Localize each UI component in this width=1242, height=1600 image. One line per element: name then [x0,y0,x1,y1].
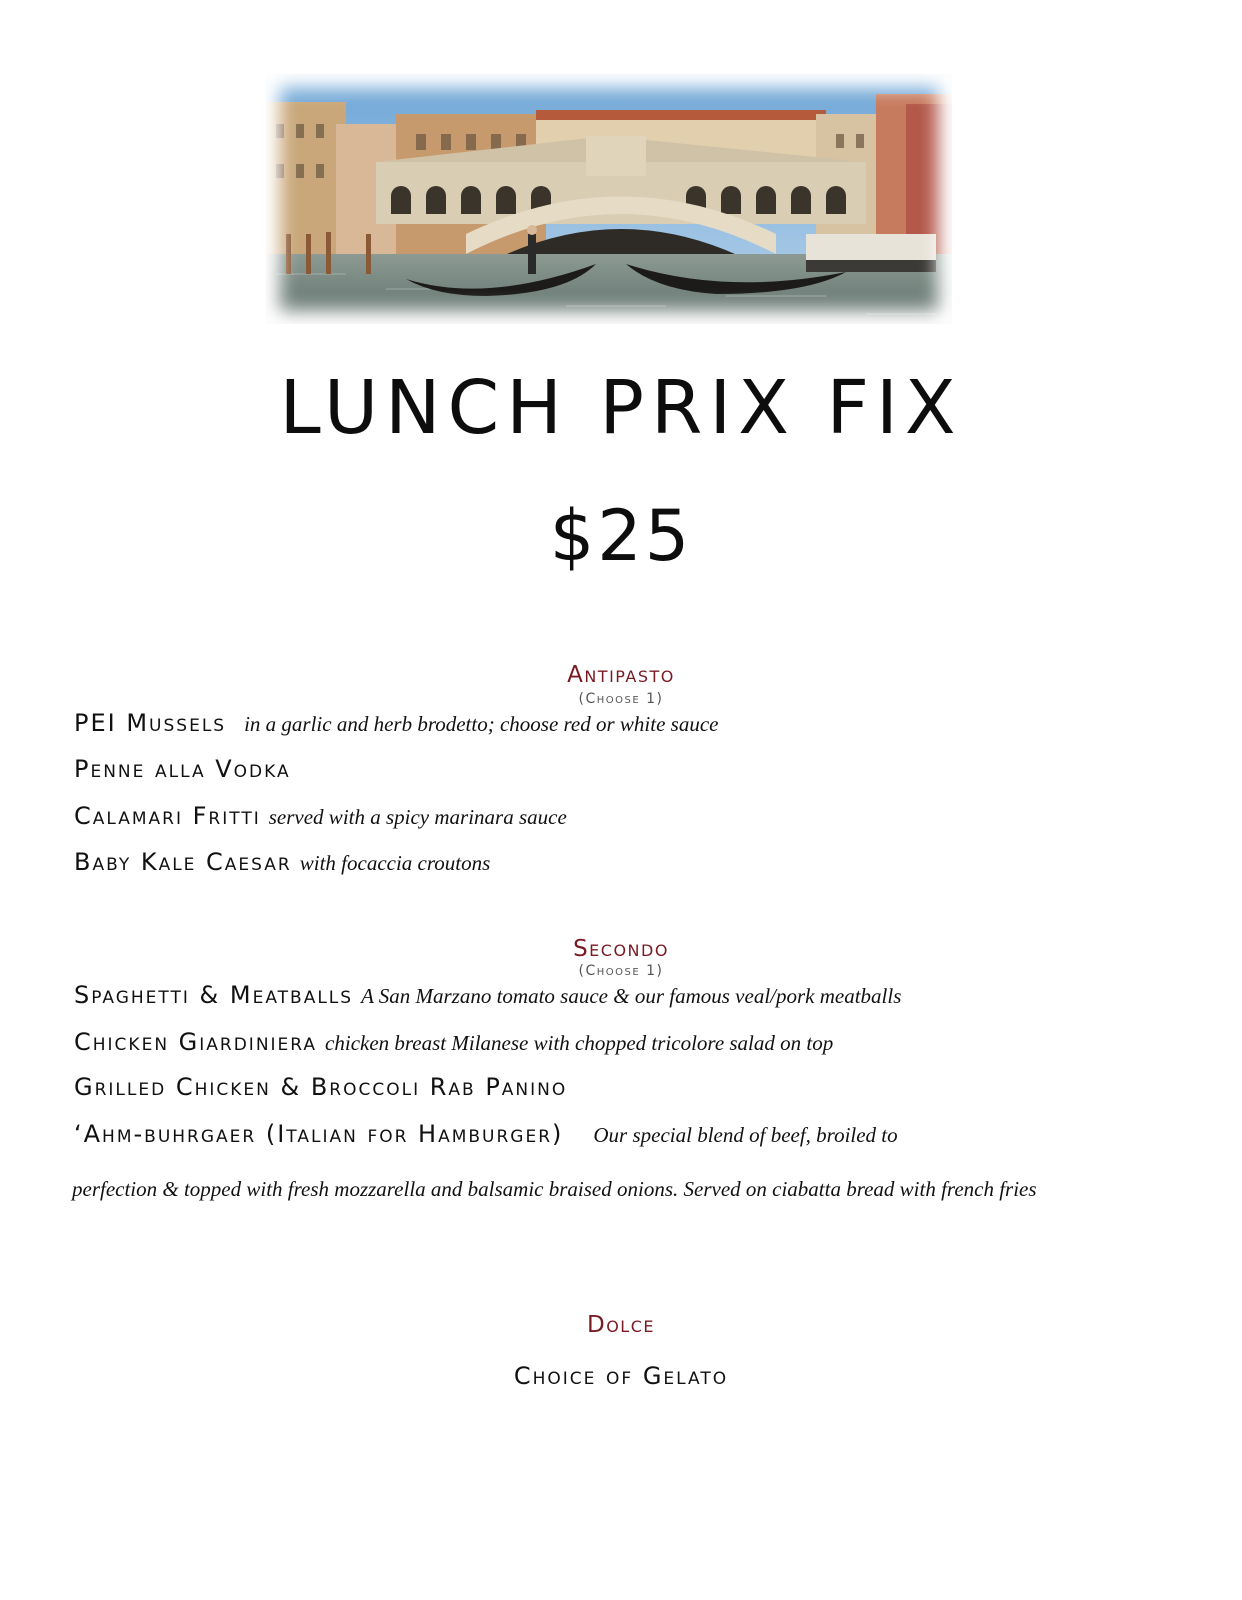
menu-item-baby-kale-caesar [74,847,490,880]
menu-item-calamari-fritti [74,801,567,834]
menu-price: $25 [549,495,693,577]
item-name: Baby Kale Caesar [74,848,292,876]
menu-item-chicken-giardiniera [74,1027,833,1060]
antipasto-heading: Antipasto [567,662,675,688]
menu-item-pei-mussels [74,708,718,741]
hero-photo [266,74,952,324]
item-name: PEI Mussels [74,709,227,737]
item-description: served with a spicy marinara sauce [268,805,567,829]
item-name: Chicken Giardiniera [74,1028,318,1056]
item-description: Our special blend of beef, broiled to [593,1123,898,1147]
menu-title: LUNCH PRIX FIX [279,365,963,451]
dolce-heading: Dolce [587,1312,655,1338]
secondo-choose-note: (Choose 1) [578,963,664,979]
item-description: chicken breast Milanese with chopped tricolore salad on top [325,1031,834,1055]
secondo-heading: Secondo [573,936,669,962]
hamburger-description-continued: perfection & topped with fresh mozzarella and balsamic braised onions. Served on ciabatta bread with french fries [72,1177,1037,1201]
menu-item-hamburger [74,1119,898,1152]
item-name: ‘Ahm-buhrgaer (Italian for Hamburger) [74,1120,564,1148]
menu-item-gelato: Choice of Gelato [513,1362,729,1390]
item-name: Spaghetti & Meatballs [74,981,354,1009]
item-description: with focaccia croutons [299,851,491,875]
item-description: in a garlic and herb brodetto; choose red or white sauce [244,712,719,736]
item-description: A San Marzano tomato sauce & our famous veal/pork meatballs [361,984,902,1008]
menu-item-penne-alla-vodka [74,754,291,787]
item-name: Grilled Chicken & Broccoli Rab Panino [74,1073,568,1101]
rialto-bridge-image [266,74,952,324]
antipasto-choose-note: (Choose 1) [578,691,664,707]
menu-item-spaghetti-meatballs [74,980,901,1013]
item-name: Calamari Fritti [74,802,261,830]
menu-item-grilled-chicken-panino [74,1072,567,1105]
item-name: Penne alla Vodka [74,755,291,783]
